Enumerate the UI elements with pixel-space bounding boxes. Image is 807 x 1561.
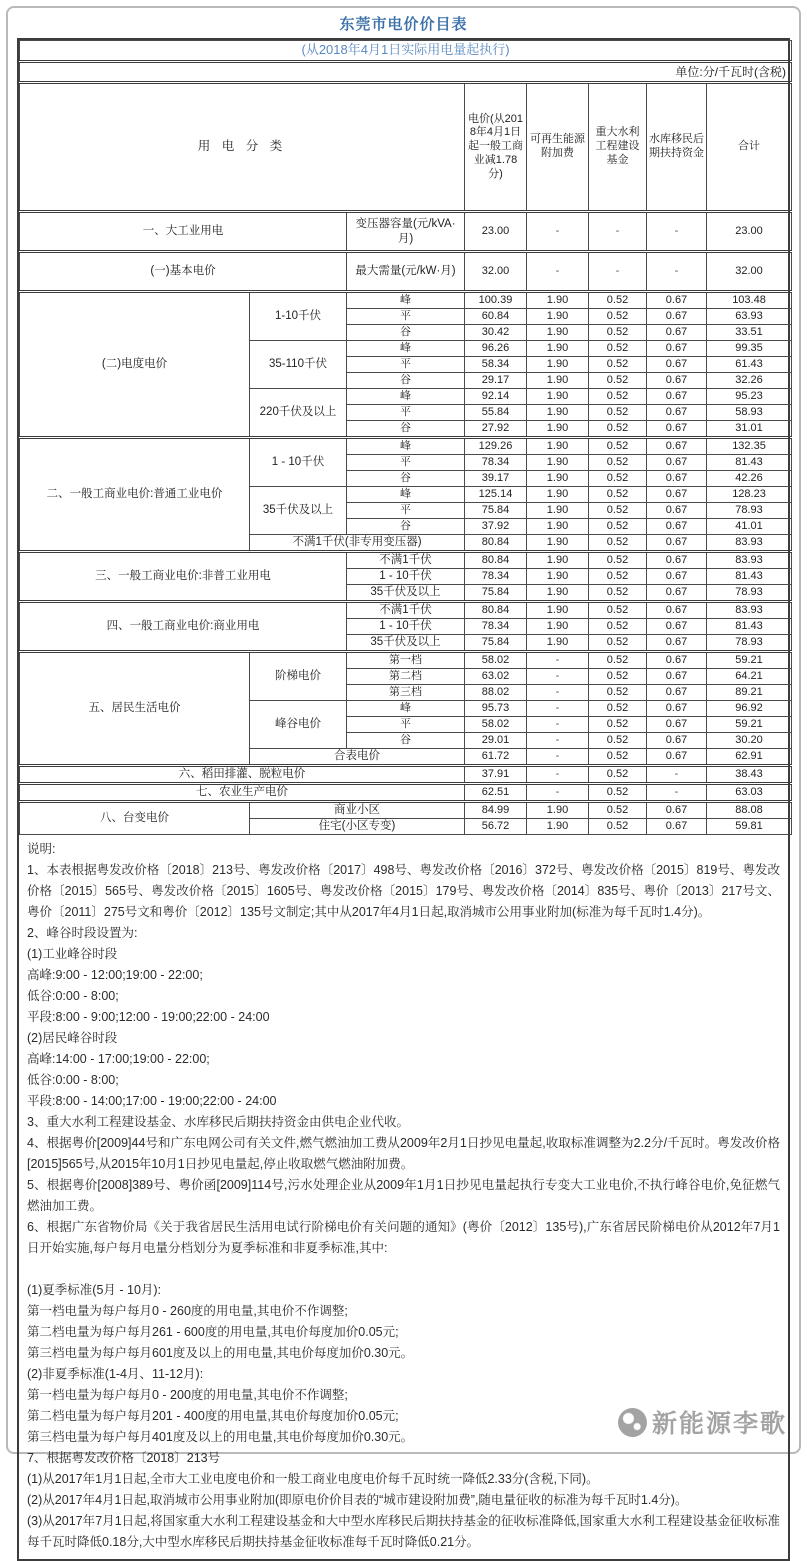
value-cell: 89.21 (707, 685, 792, 701)
value-cell: 第二档 (347, 669, 465, 685)
value-cell: 0.52 (589, 585, 647, 602)
note-line: (2)非夏季标准(1-4月、11-12月): (27, 1367, 204, 1381)
value-cell: 平 (347, 717, 465, 733)
table-row (20, 784, 792, 802)
value-cell: 0.67 (647, 373, 707, 389)
row-label-cell: 合表电价 (250, 749, 465, 766)
value-cell: 0.52 (589, 701, 647, 717)
value-cell: 58.93 (707, 405, 792, 421)
value-cell: 0.52 (589, 569, 647, 585)
value-cell: 0.52 (589, 455, 647, 471)
row-label-cell: 最大需量(元/kW·月) (347, 252, 465, 292)
value-cell: 95.23 (707, 389, 792, 405)
value-cell: 平 (347, 405, 465, 421)
column-header-0: 电价(从2018年4月1日起一般工商业减1.78分) (465, 83, 527, 212)
row-label-cell: 八、台变电价 (20, 802, 250, 835)
value-cell: - (527, 685, 589, 701)
value-cell: - (647, 212, 707, 252)
value-cell: 80.84 (465, 552, 527, 569)
row-label-cell: (二)电度电价 (20, 292, 250, 438)
value-cell: 0.67 (647, 749, 707, 766)
value-cell: 平 (347, 309, 465, 325)
row-label-cell: 不满1千伏(非专用变压器) (250, 535, 465, 552)
table-row (20, 212, 792, 252)
row-label-cell: 住宅(小区专变) (250, 819, 465, 835)
value-cell: 0.52 (589, 552, 647, 569)
value-cell: - (647, 252, 707, 292)
value-cell: 80.84 (465, 602, 527, 619)
value-cell: 1.90 (527, 421, 589, 438)
value-cell: 30.20 (707, 733, 792, 749)
value-cell: 63.03 (707, 784, 792, 802)
value-cell: 55.84 (465, 405, 527, 421)
row-label-cell: 六、稻田排灌、脱粒电价 (20, 766, 465, 784)
price-table (19, 40, 792, 835)
value-cell: 23.00 (465, 212, 527, 252)
value-cell: 第一档 (347, 652, 465, 669)
value-cell: 1.90 (527, 325, 589, 341)
table-row (20, 802, 792, 819)
value-cell: 0.52 (589, 309, 647, 325)
table-row (20, 292, 792, 309)
value-cell: - (647, 784, 707, 802)
row-label-cell: 不满1千伏 (347, 552, 465, 569)
value-cell: 谷 (347, 733, 465, 749)
column-header-3: 水库移民后期扶持资金 (647, 83, 707, 212)
value-cell: 0.52 (589, 717, 647, 733)
value-cell: 81.43 (707, 569, 792, 585)
value-cell: 29.17 (465, 373, 527, 389)
value-cell: 75.84 (465, 585, 527, 602)
value-cell: 0.67 (647, 685, 707, 701)
row-label-cell: 1 - 10千伏 (347, 619, 465, 635)
value-cell: 125.14 (465, 487, 527, 503)
value-cell: 0.67 (647, 701, 707, 717)
note-line: 平段:8:00 - 14:00;17:00 - 19:00;22:00 - 24:00 (27, 1094, 277, 1108)
note-line: (1)从2017年1月1日起,全市大工业电度电价和一般工商业电度电价每千瓦时统一降低2.33分(含税,下同)。 (27, 1472, 599, 1486)
value-cell: 0.52 (589, 325, 647, 341)
value-cell: 0.52 (589, 685, 647, 701)
value-cell: 平 (347, 503, 465, 519)
value-cell: 0.52 (589, 766, 647, 784)
value-cell: 0.52 (589, 341, 647, 357)
value-cell: 0.67 (647, 309, 707, 325)
value-cell: 0.67 (647, 438, 707, 455)
value-cell: 1.90 (527, 585, 589, 602)
value-cell: - (527, 733, 589, 749)
value-cell: 75.84 (465, 635, 527, 652)
table-row (20, 552, 792, 569)
value-cell: - (527, 252, 589, 292)
value-cell: 0.52 (589, 487, 647, 503)
value-cell: 95.73 (465, 701, 527, 717)
value-cell: 1.90 (527, 455, 589, 471)
notes-section (19, 835, 788, 1559)
table-header-row (20, 83, 792, 212)
notes-heading: 说明: (27, 842, 56, 856)
value-cell: 96.92 (707, 701, 792, 717)
value-cell: 58.34 (465, 357, 527, 373)
value-cell: 0.67 (647, 819, 707, 835)
value-cell: 61.72 (465, 749, 527, 766)
value-cell: 129.26 (465, 438, 527, 455)
value-cell: 平 (347, 357, 465, 373)
value-cell: 0.67 (647, 455, 707, 471)
row-label-cell: 阶梯电价 (250, 652, 347, 701)
value-cell: 0.52 (589, 421, 647, 438)
value-cell: 42.26 (707, 471, 792, 487)
note-line: 6、根据广东省物价局《关于我省居民生活用电试行阶梯电价有关问题的通知》(粤价〔2012〕135号),广东省居民阶梯电价从2012年7月1日开始实施,每户每月电量分档划分为夏季标准和非夏季标准,其中: (27, 1220, 780, 1255)
value-cell: - (527, 652, 589, 669)
note-line: (2)从2017年4月1日起,取消城市公用事业附加(即原电价价目表的“城市建设附加费”,随电量征收的标准为每千瓦时1.4分)。 (27, 1493, 688, 1507)
table-row-subtitle (20, 41, 792, 62)
row-label-cell: 三、一般工商业电价:非普工业用电 (20, 552, 347, 602)
value-cell: 31.01 (707, 421, 792, 438)
value-cell: 60.84 (465, 309, 527, 325)
value-cell: 谷 (347, 471, 465, 487)
note-line: 高峰:14:00 - 17:00;19:00 - 22:00; (27, 1052, 210, 1066)
row-label-cell: 二、一般工商业电价:普通工业电价 (20, 438, 250, 552)
note-line: 7、根据粤发改价格〔2018〕213号 (27, 1451, 221, 1465)
value-cell: 78.34 (465, 569, 527, 585)
value-cell: 0.67 (647, 619, 707, 635)
note-line: 第三档电量为每户每月401度及以上的用电量,其电价每度加价0.30元。 (27, 1430, 414, 1444)
value-cell: - (647, 766, 707, 784)
value-cell: 29.01 (465, 733, 527, 749)
value-cell: 平 (347, 455, 465, 471)
value-cell: 0.52 (589, 819, 647, 835)
value-cell: 0.67 (647, 802, 707, 819)
note-line: 4、根据粤价[2009]44号和广东电网公司有关文件,燃气燃油加工费从2009年2月1日抄见电量起,收取标准调整为2.2分/千瓦时。粤发改价格[2015]565号,从2015年10月1日抄见电量起,停止收取燃气燃油附加费。 (27, 1136, 780, 1171)
value-cell: 1.90 (527, 635, 589, 652)
value-cell: 103.48 (707, 292, 792, 309)
note-line: 第三档电量为每户每月601度及以上的用电量,其电价每度加价0.30元。 (27, 1346, 414, 1360)
value-cell: 80.84 (465, 535, 527, 552)
value-cell: 81.43 (707, 455, 792, 471)
watermark-text: 新能源李歌 (651, 1410, 787, 1438)
note-line: 平段:8:00 - 9:00;12:00 - 19:00;22:00 - 24:00 (27, 1010, 270, 1024)
page-frame (6, 6, 801, 1549)
table-row (20, 766, 792, 784)
value-cell: 0.67 (647, 421, 707, 438)
value-cell: - (589, 252, 647, 292)
value-cell: 30.42 (465, 325, 527, 341)
value-cell: 37.92 (465, 519, 527, 535)
value-cell: 0.67 (647, 325, 707, 341)
value-cell: 0.52 (589, 669, 647, 685)
row-label-cell: 35-110千伏 (250, 341, 347, 389)
page-title: 东莞市电价价目表 (339, 16, 468, 33)
value-cell: - (527, 701, 589, 717)
value-cell: 第三档 (347, 685, 465, 701)
value-cell: 100.39 (465, 292, 527, 309)
value-cell: 59.21 (707, 652, 792, 669)
value-cell: 0.67 (647, 669, 707, 685)
unit-note: 单位:分/千瓦时(含税) (20, 62, 792, 83)
value-cell: 1.90 (527, 471, 589, 487)
column-header-4: 合计 (707, 83, 792, 212)
value-cell: 峰 (347, 438, 465, 455)
value-cell: 0.67 (647, 552, 707, 569)
value-cell: 1.90 (527, 487, 589, 503)
value-cell: 58.02 (465, 717, 527, 733)
table-row-unit (20, 62, 792, 83)
note-line: 低谷:0:00 - 8:00; (27, 1073, 119, 1087)
value-cell: 0.67 (647, 389, 707, 405)
value-cell: 23.00 (707, 212, 792, 252)
value-cell: 0.52 (589, 784, 647, 802)
row-label-cell: 一、大工业用电 (20, 212, 347, 252)
value-cell: - (527, 212, 589, 252)
note-line: 2、峰谷时段设置为: (27, 926, 138, 940)
value-cell: 0.67 (647, 585, 707, 602)
column-header-2: 重大水利工程建设基金 (589, 83, 647, 212)
note-line: 第一档电量为每户每月0 - 260度的用电量,其电价不作调整; (27, 1304, 348, 1318)
value-cell: 0.52 (589, 503, 647, 519)
value-cell: 1.90 (527, 292, 589, 309)
value-cell: 谷 (347, 325, 465, 341)
row-label-cell: 商业小区 (250, 802, 465, 819)
value-cell: 1.90 (527, 602, 589, 619)
value-cell: 58.02 (465, 652, 527, 669)
value-cell: 33.51 (707, 325, 792, 341)
value-cell: 0.52 (589, 373, 647, 389)
value-cell: 0.67 (647, 569, 707, 585)
table-subtitle: (从2018年4月1日实际用电量起执行) (20, 41, 792, 62)
value-cell: 0.67 (647, 535, 707, 552)
value-cell: 0.52 (589, 802, 647, 819)
value-cell: 1.90 (527, 373, 589, 389)
value-cell: - (589, 212, 647, 252)
note-line: 第一档电量为每户每月0 - 200度的用电量,其电价不作调整; (27, 1388, 348, 1402)
value-cell: - (527, 784, 589, 802)
value-cell: 0.52 (589, 733, 647, 749)
value-cell: 峰 (347, 341, 465, 357)
value-cell: 32.26 (707, 373, 792, 389)
value-cell: 78.93 (707, 635, 792, 652)
value-cell: 1.90 (527, 309, 589, 325)
value-cell: 128.23 (707, 487, 792, 503)
value-cell: 0.67 (647, 292, 707, 309)
value-cell: 0.67 (647, 471, 707, 487)
row-label-cell: 峰谷电价 (250, 701, 347, 749)
value-cell: 0.67 (647, 519, 707, 535)
value-cell: 78.34 (465, 455, 527, 471)
value-cell: 0.52 (589, 292, 647, 309)
value-cell: 峰 (347, 487, 465, 503)
value-cell: 0.52 (589, 405, 647, 421)
row-label-cell: 不满1千伏 (347, 602, 465, 619)
value-cell: 78.93 (707, 503, 792, 519)
value-cell: 1.90 (527, 802, 589, 819)
value-cell: 1.90 (527, 389, 589, 405)
value-cell: 1.90 (527, 552, 589, 569)
value-cell: 62.91 (707, 749, 792, 766)
value-cell: 63.02 (465, 669, 527, 685)
value-cell: 64.21 (707, 669, 792, 685)
value-cell: 0.67 (647, 733, 707, 749)
table-row (20, 602, 792, 619)
value-cell: 谷 (347, 421, 465, 438)
value-cell: 37.91 (465, 766, 527, 784)
value-cell: 0.67 (647, 487, 707, 503)
value-cell: - (527, 669, 589, 685)
note-line: 5、根据粤价[2008]389号、粤价函[2009]114号,污水处理企业从2009年1月1日抄见电量起执行专变大工业电价,不执行峰谷电价,免征燃气燃油加工费。 (27, 1178, 780, 1213)
value-cell: 78.93 (707, 585, 792, 602)
row-label-cell: 35千伏及以上 (250, 487, 347, 535)
row-label-cell: 七、农业生产电价 (20, 784, 465, 802)
value-cell: 1.90 (527, 405, 589, 421)
note-line: 高峰:9:00 - 12:00;19:00 - 22:00; (27, 968, 203, 982)
column-header-category: 用 电 分 类 (20, 83, 465, 212)
table-row (20, 438, 792, 455)
value-cell: 0.52 (589, 602, 647, 619)
row-label-cell: 1 - 10千伏 (250, 438, 347, 487)
value-cell: 0.67 (647, 405, 707, 421)
value-cell: 39.17 (465, 471, 527, 487)
value-cell: 32.00 (465, 252, 527, 292)
value-cell: 0.52 (589, 389, 647, 405)
value-cell: 62.51 (465, 784, 527, 802)
table-row (20, 652, 792, 669)
note-line: 第二档电量为每户每月201 - 400度的用电量,其电价每度加价0.05元; (27, 1409, 399, 1423)
note-line (27, 1259, 780, 1280)
table-row (20, 252, 792, 292)
value-cell: 0.52 (589, 535, 647, 552)
value-cell: 78.34 (465, 619, 527, 635)
value-cell: 38.43 (707, 766, 792, 784)
row-label-cell: 1-10千伏 (250, 292, 347, 341)
value-cell: 99.35 (707, 341, 792, 357)
notes-lines (27, 860, 780, 1553)
value-cell: 32.00 (707, 252, 792, 292)
value-cell: - (527, 766, 589, 784)
row-label-cell: 四、一般工商业电价:商业用电 (20, 602, 347, 652)
value-cell: 61.43 (707, 357, 792, 373)
note-line: (3)从2017年7月1日起,将国家重大水利工程建设基金和大中型水库移民后期扶持基金的征收标准降低,国家重大水利工程建设基金征收标准每千瓦时降低0.18分,大中型水库移民后期扶持基金征收标准每千瓦时降低0.21分。 (27, 1514, 780, 1549)
note-line: (1)夏季标准(5月 - 10月): (27, 1283, 162, 1297)
price-sheet (17, 38, 790, 1561)
value-cell: 1.90 (527, 519, 589, 535)
value-cell: 92.14 (465, 389, 527, 405)
value-cell: 63.93 (707, 309, 792, 325)
value-cell: 0.67 (647, 635, 707, 652)
value-cell: 1.90 (527, 341, 589, 357)
value-cell: 0.52 (589, 357, 647, 373)
value-cell: 83.93 (707, 552, 792, 569)
value-cell: 75.84 (465, 503, 527, 519)
value-cell: 0.67 (647, 717, 707, 733)
row-label-cell: 35千伏及以上 (347, 585, 465, 602)
value-cell: 59.21 (707, 717, 792, 733)
value-cell: 27.92 (465, 421, 527, 438)
value-cell: 132.35 (707, 438, 792, 455)
value-cell: 84.99 (465, 802, 527, 819)
value-cell: 0.67 (647, 341, 707, 357)
value-cell: 1.90 (527, 438, 589, 455)
note-line: 低谷:0:00 - 8:00; (27, 989, 119, 1003)
value-cell: 88.08 (707, 802, 792, 819)
value-cell: - (527, 749, 589, 766)
note-line: (1)工业峰谷时段 (27, 947, 118, 961)
value-cell: 59.81 (707, 819, 792, 835)
value-cell: 1.90 (527, 819, 589, 835)
value-cell: 88.02 (465, 685, 527, 701)
value-cell: 0.67 (647, 602, 707, 619)
value-cell: - (527, 717, 589, 733)
value-cell: 1.90 (527, 503, 589, 519)
row-label-cell: 220千伏及以上 (250, 389, 347, 438)
value-cell: 1.90 (527, 569, 589, 585)
value-cell: 谷 (347, 519, 465, 535)
value-cell: 0.52 (589, 635, 647, 652)
value-cell: 1.90 (527, 357, 589, 373)
row-label-cell: (一)基本电价 (20, 252, 347, 292)
note-line: 1、本表根据粤发改价格〔2018〕213号、粤发改价格〔2017〕498号、粤发改价格〔2016〕372号、粤发改价格〔2015〕819号、粤发改价格〔2015〕565号、粤发改价格〔2015〕1605号、粤发改价格〔2015〕179号、粤发改价格〔2014〕835号、粤价〔2013〕217号文、粤价〔2011〕275号文和粤价〔2012〕135号文制定;其中从2017年4月1日起,取消城市公用事业附加(标准为每千瓦时1.4分)。 (27, 863, 780, 919)
row-label-cell: 五、居民生活电价 (20, 652, 250, 766)
value-cell: 41.01 (707, 519, 792, 535)
value-cell: 0.67 (647, 357, 707, 373)
value-cell: 0.67 (647, 503, 707, 519)
value-cell: 1.90 (527, 619, 589, 635)
value-cell: 0.52 (589, 749, 647, 766)
value-cell: 峰 (347, 701, 465, 717)
value-cell: 0.52 (589, 619, 647, 635)
value-cell: 0.52 (589, 519, 647, 535)
row-label-cell: 35千伏及以上 (347, 635, 465, 652)
value-cell: 峰 (347, 292, 465, 309)
value-cell: 0.52 (589, 652, 647, 669)
value-cell: 96.26 (465, 341, 527, 357)
value-cell: 峰 (347, 389, 465, 405)
row-label-cell: 1 - 10千伏 (347, 569, 465, 585)
note-line: 第二档电量为每户每月261 - 600度的用电量,其电价每度加价0.05元; (27, 1325, 399, 1339)
value-cell: 0.52 (589, 438, 647, 455)
note-line: 3、重大水利工程建设基金、水库移民后期扶持资金由供电企业代收。 (27, 1115, 409, 1129)
value-cell: 83.93 (707, 602, 792, 619)
row-label-cell: 变压器容量(元/kVA·月) (347, 212, 465, 252)
value-cell: 81.43 (707, 619, 792, 635)
value-cell: 1.90 (527, 535, 589, 552)
value-cell: 0.52 (589, 471, 647, 487)
note-line: (2)居民峰谷时段 (27, 1031, 118, 1045)
column-header-1: 可再生能源附加费 (527, 83, 589, 212)
value-cell: 83.93 (707, 535, 792, 552)
value-cell: 0.67 (647, 652, 707, 669)
value-cell: 56.72 (465, 819, 527, 835)
value-cell: 谷 (347, 373, 465, 389)
